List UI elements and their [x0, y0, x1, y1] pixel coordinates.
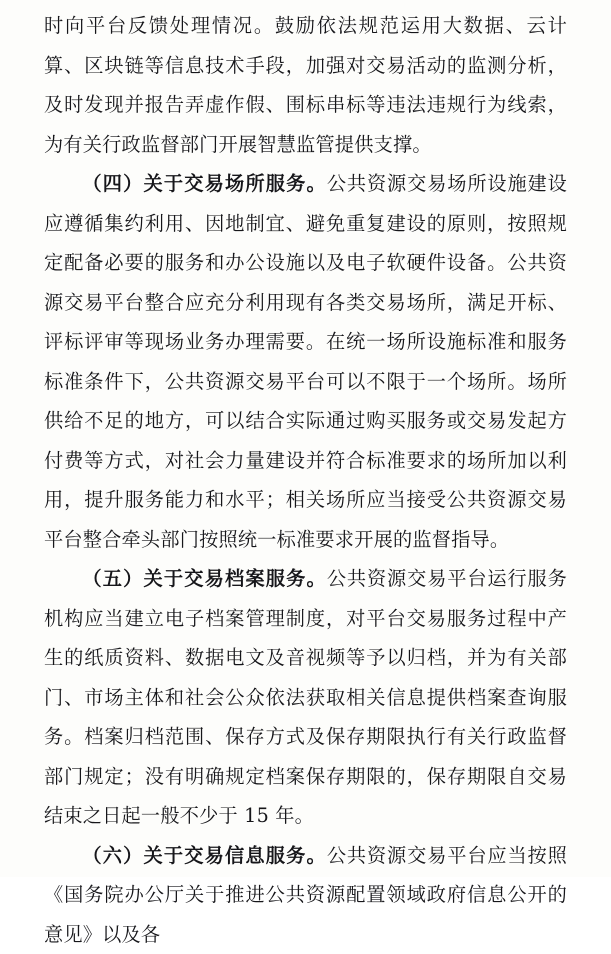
para-continued — [44, 6, 567, 164]
para-item-4 — [44, 164, 567, 559]
para-item-5 — [44, 559, 567, 836]
section-heading: （五）关于交易档案服务。 — [82, 567, 326, 590]
paragraph-text: 公共资源交易场所设施建设应遵循集约利用、因地制宜、避免重复建设的原则，按照规定配备必要的服务和办公设施以及电子软硬件设备。公共资源交易平台整合应充分利用现有各类交易场所，满足开标、评标评审等现场业务办理需要。在统一场所设施标准和服务标准条件下，公共资源交易平台可以不限于一个场所。场所供给不足的地方，可以结合实际通过购买服务或交易发起方付费等方式，对社会力量建设并符合标准要求的场所加以利用，提升服务能力和水平；相关场所应当接受公共资源交易平台整合牵头部门按照统一标准要求开展的监督指导。 — [44, 172, 567, 551]
paragraph-text: 公共资源交易平台运行服务机构应当建立电子档案管理制度，对平台交易服务过程中产生的纸质资料、数据电文及音视频等予以归档，并为有关部门、市场主体和社会公众依法获取相关信息提供档案查询服务。档案归档范围、保存方式及保存期限执行有关行政监督部门规定；没有明确规定档案保存期限的，保存期限自交易结束之日起一般不少于 15 年。 — [44, 567, 567, 827]
section-heading: （六）关于交易信息服务。 — [82, 844, 326, 867]
paragraph-text: 时向平台反馈处理情况。鼓励依法规范运用大数据、云计算、区块链等信息技术手段，加强对交易活动的监测分析，及时发现并报告弄虚作假、围标串标等违法违规行为线索，为有关行政监督部门开展智慧监管提供支撑。 — [44, 14, 567, 156]
section-heading: （四）关于交易场所服务。 — [82, 172, 326, 195]
document-body — [44, 6, 567, 954]
para-item-6 — [44, 836, 567, 954]
paragraph-text: 公共资源交易平台应当按照《国务院办公厅关于推进公共资源配置领域政府信息公开的意见》以及各 — [44, 844, 567, 946]
